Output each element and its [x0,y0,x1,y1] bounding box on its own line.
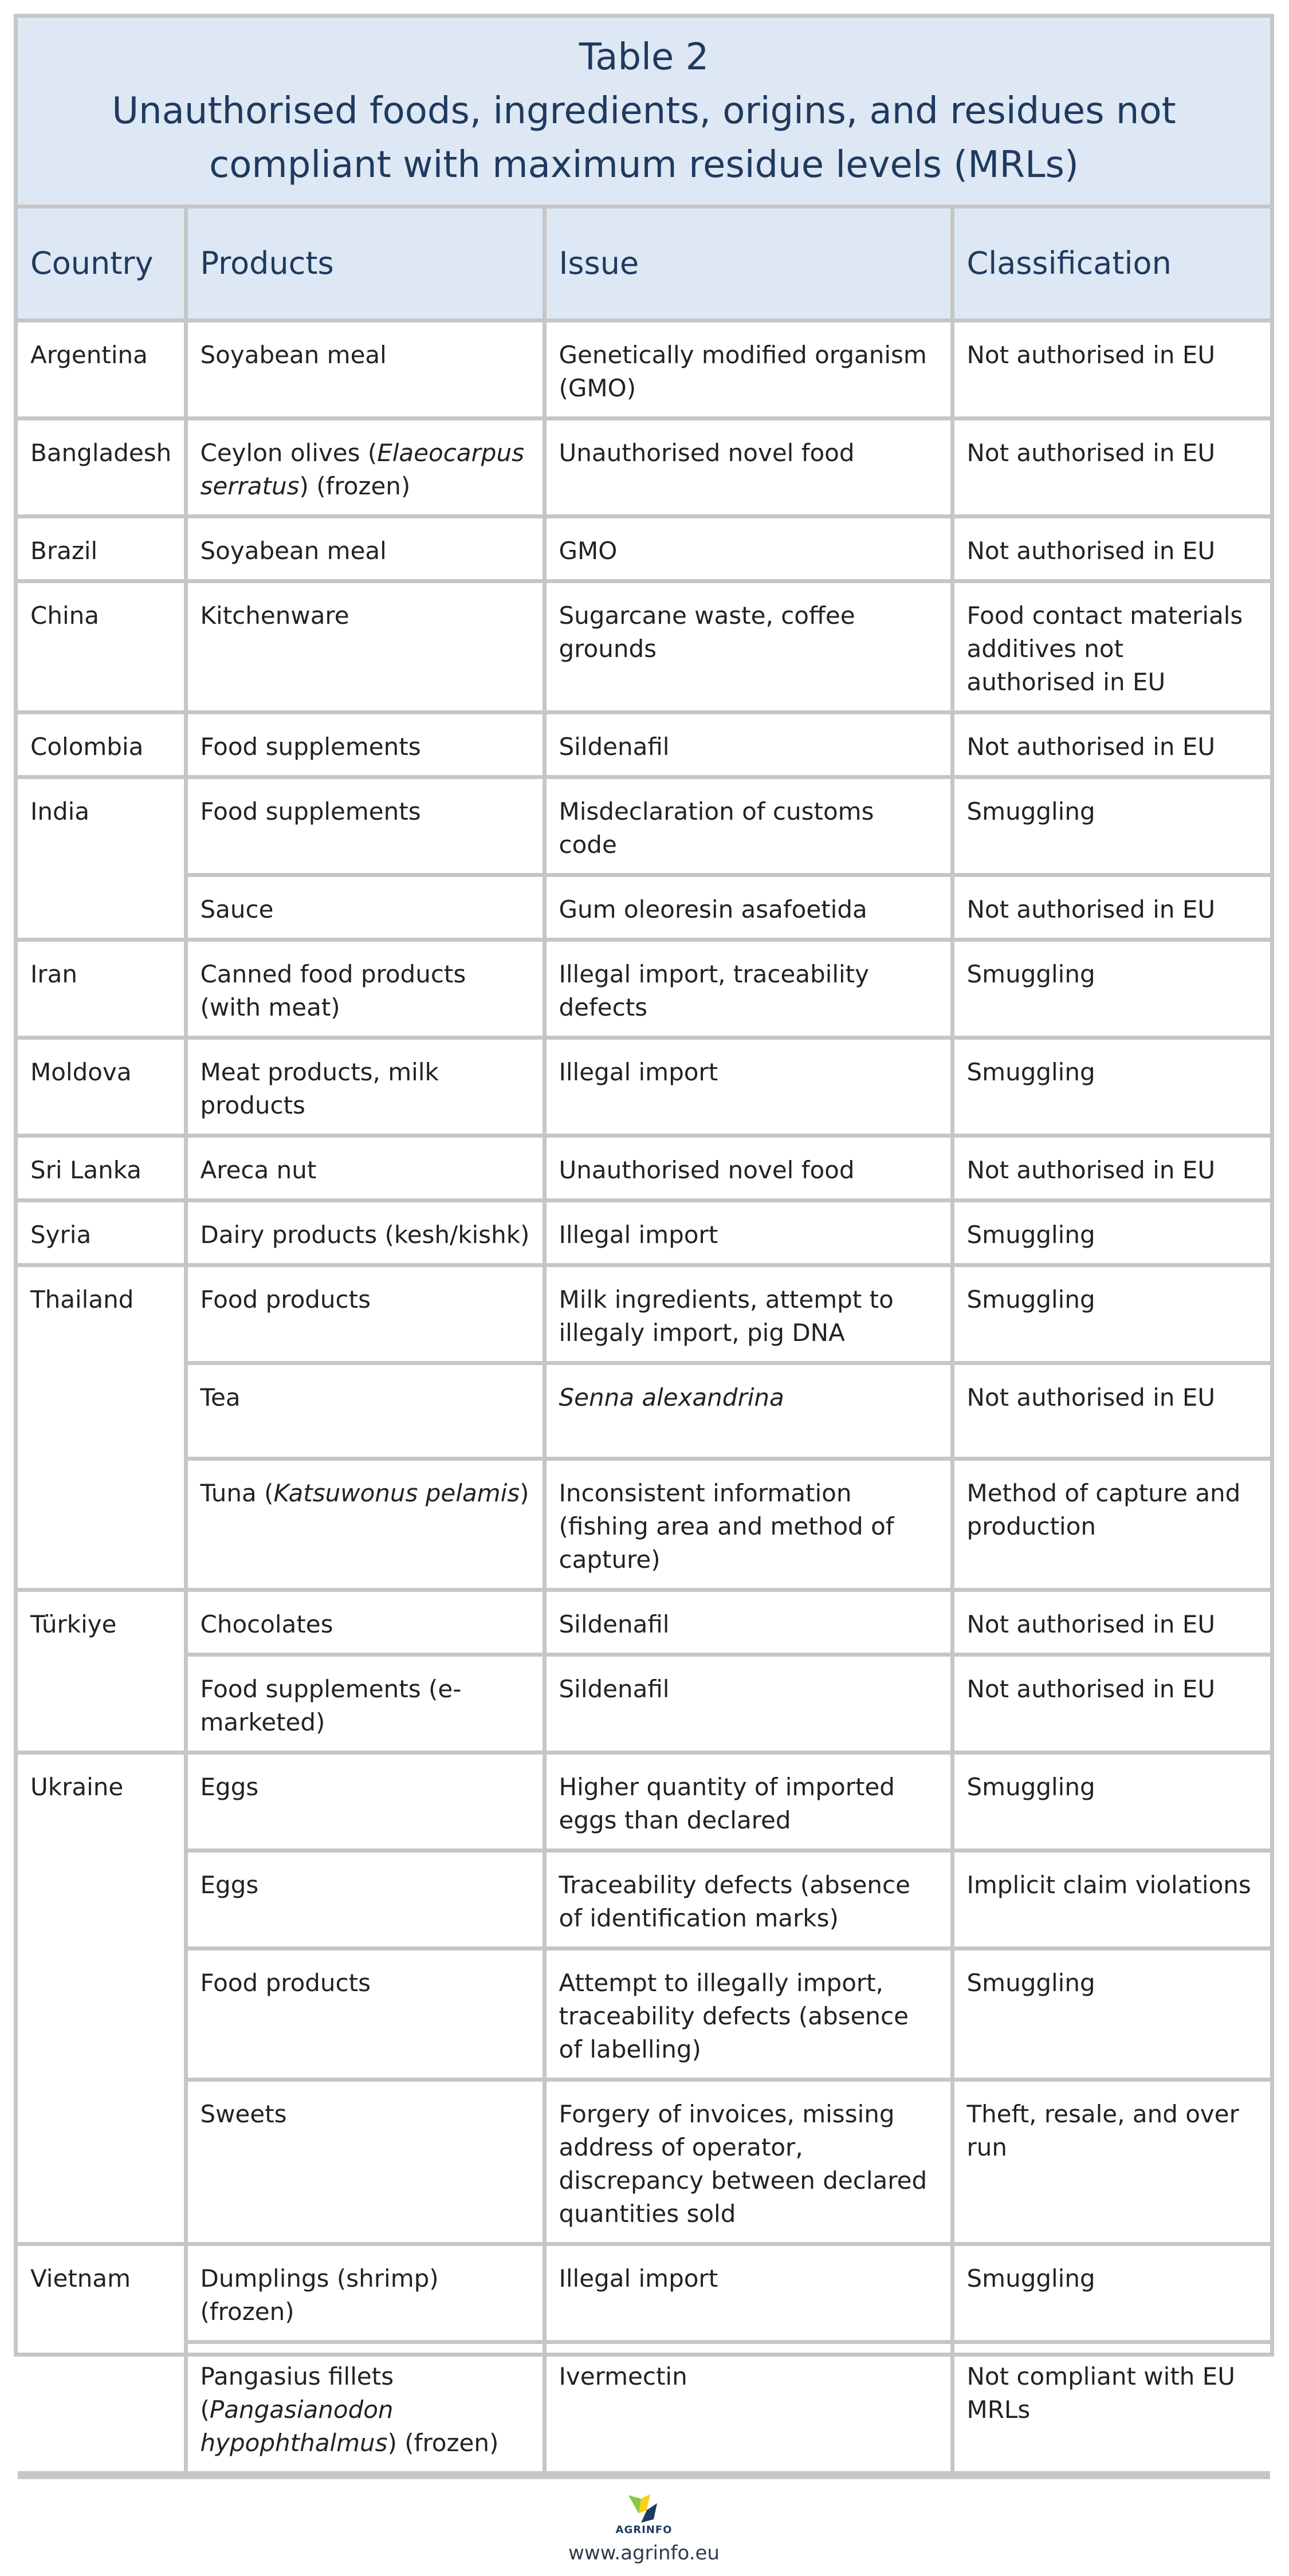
cell-classification: Not authorised in EU [952,1654,1270,1752]
table-row [18,1363,1270,1458]
table-row [18,2244,1270,2342]
cell-classification: Smuggling [952,1752,1270,1850]
cell-issue: Inconsistent information (fishing area and method of capture) [544,1458,952,1590]
cell-product: Soyabean meal [186,320,544,418]
table-caption: Unauthorised foods, ingredients, origins, and residues not compliant with maximum residue levels (MRLs) [112,90,1176,186]
product-text: ) (frozen) [387,2428,499,2457]
cell-product: Food products [186,1948,544,2079]
cell-product: Tea [186,1363,544,1458]
table-row [18,712,1270,777]
table-number: Table 2 [579,36,709,78]
table-row [18,1590,1270,1654]
cell-classification: Theft, resale, and over run [952,2079,1270,2244]
cell-issue: Misdeclaration of customs code [544,777,952,875]
cell-country: Colombia [18,712,186,777]
cell-classification: Not compliant with EU MRLs [952,2342,1270,2473]
logo-text: AGRINFO [615,2523,673,2536]
cell-country: Thailand [18,1265,186,1590]
cell-product: Canned food products (with meat) [186,939,544,1037]
header-products: Products [186,209,544,320]
product-text: Ceylon olives ( [200,438,378,467]
cell-product: Eggs [186,1850,544,1948]
table-row [18,516,1270,581]
cell-country: Syria [18,1200,186,1265]
product-text: Tuna ( [200,1478,274,1507]
cell-country: Argentina [18,320,186,418]
cell-classification: Smuggling [952,1200,1270,1265]
cell-classification: Not authorised in EU [952,712,1270,777]
cell-classification: Smuggling [952,1948,1270,2079]
table-row [18,1654,1270,1752]
leaf-icon [624,2491,664,2526]
cell-product: Soyabean meal [186,516,544,581]
table-row [18,581,1270,712]
cell-issue: Gum oleoresin asafoetida [544,875,952,939]
table-row [18,1850,1270,1948]
cell-issue: Milk ingredients, attempt to illegaly import, pig DNA [544,1265,952,1363]
cell-classification: Smuggling [952,777,1270,875]
table-row [18,777,1270,875]
cell-issue: Higher quantity of imported eggs than declared [544,1752,952,1850]
cell-issue: Sildenafil [544,1654,952,1752]
cell-classification: Smuggling [952,1265,1270,1363]
product-text: ) (frozen) [299,471,411,500]
cell-country: China [18,581,186,712]
cell-issue [544,1363,952,1458]
cell-classification: Method of capture and production [952,1458,1270,1590]
cell-issue: Genetically modified organism (GMO) [544,320,952,418]
header-classification: Classification [952,209,1270,320]
table-row [18,418,1270,516]
table-title [18,18,1270,209]
cell-classification: Not authorised in EU [952,516,1270,581]
cell-classification: Not authorised in EU [952,1363,1270,1458]
cell-country: Bangladesh [18,418,186,516]
table-row [18,1458,1270,1590]
cell-issue: GMO [544,516,952,581]
table-row [18,320,1270,418]
cell-issue: Traceability defects (absence of identification marks) [544,1850,952,1948]
cell-classification: Smuggling [952,1037,1270,1135]
footer [18,2475,1270,2576]
agrinfo-logo[interactable] [616,2491,673,2536]
cell-issue: Sugarcane waste, coffee grounds [544,581,952,712]
cell-product: Areca nut [186,1135,544,1200]
cell-issue: Unauthorised novel food [544,1135,952,1200]
cell-country: Ukraine [18,1752,186,2244]
cell-country: Sri Lanka [18,1135,186,1200]
cell-product: Food supplements [186,777,544,875]
cell-issue: Illegal import [544,1037,952,1135]
cell-classification: Implicit claim violations [952,1850,1270,1948]
cell-product: Sauce [186,875,544,939]
cell-country: Türkiye [18,1590,186,1752]
cell-classification: Smuggling [952,2244,1270,2342]
cell-product: Food supplements (e-marketed) [186,1654,544,1752]
cell-classification: Not authorised in EU [952,320,1270,418]
cell-product: Food products [186,1265,544,1363]
species-name: Katsuwonus pelamis [273,1478,520,1507]
cell-issue: Sildenafil [544,712,952,777]
cell-product [186,1458,544,1590]
cell-classification: Not authorised in EU [952,1135,1270,1200]
cell-classification: Not authorised in EU [952,418,1270,516]
website-link[interactable]: www.agrinfo.eu [568,2541,720,2565]
cell-country: Iran [18,939,186,1037]
table-row [18,2342,1270,2473]
cell-product: Eggs [186,1752,544,1850]
cell-product: Kitchenware [186,581,544,712]
table-row [18,875,1270,939]
table-row [18,939,1270,1037]
cell-classification: Not authorised in EU [952,875,1270,939]
data-table [18,209,1270,2475]
cell-product [186,2342,544,2473]
species-name: Pangasianodon hypophthalmus [200,2395,394,2457]
cell-classification: Not authorised in EU [952,1590,1270,1654]
header-country: Country [18,209,186,320]
cell-issue: Ivermectin [544,2342,952,2473]
cell-product: Dairy products (kesh/kishk) [186,1200,544,1265]
table-card [14,14,1274,2565]
cell-product: Dumplings (shrimp) (frozen) [186,2244,544,2342]
header-issue: Issue [544,209,952,320]
cell-product: Food supplements [186,712,544,777]
cell-country: India [18,777,186,939]
cell-issue: Illegal import [544,2244,952,2342]
cell-classification: Food contact materials additives not authorised in EU [952,581,1270,712]
cell-issue: Forgery of invoices, missing address of operator, discrepancy between declared quantities sold [544,2079,952,2244]
table-row [18,1037,1270,1135]
table-row [18,2079,1270,2244]
cell-country: Brazil [18,516,186,581]
table-row [18,1948,1270,2079]
cell-product: Sweets [186,2079,544,2244]
cell-country: Moldova [18,1037,186,1135]
table-row [18,1135,1270,1200]
cell-classification: Smuggling [952,939,1270,1037]
cell-issue: Sildenafil [544,1590,952,1654]
table-row [18,1752,1270,1850]
table-row [18,1265,1270,1363]
header-row [18,209,1270,320]
species-name: Senna alexandrina [559,1383,784,1411]
species-name: Elaeocarpus serratus [200,438,524,500]
product-text: ) [520,1478,529,1507]
cell-issue: Attempt to illegally import, traceability defects (absence of labelling) [544,1948,952,2079]
cell-issue: Illegal import, traceability defects [544,939,952,1037]
cell-product: Meat products, milk products [186,1037,544,1135]
cell-issue: Unauthorised novel food [544,418,952,516]
cell-product: Chocolates [186,1590,544,1654]
cell-product [186,418,544,516]
cell-country: Vietnam [18,2244,186,2473]
table-row [18,1200,1270,1265]
product-text: Pangasius fillets ( [200,2362,394,2424]
cell-issue: Illegal import [544,1200,952,1265]
